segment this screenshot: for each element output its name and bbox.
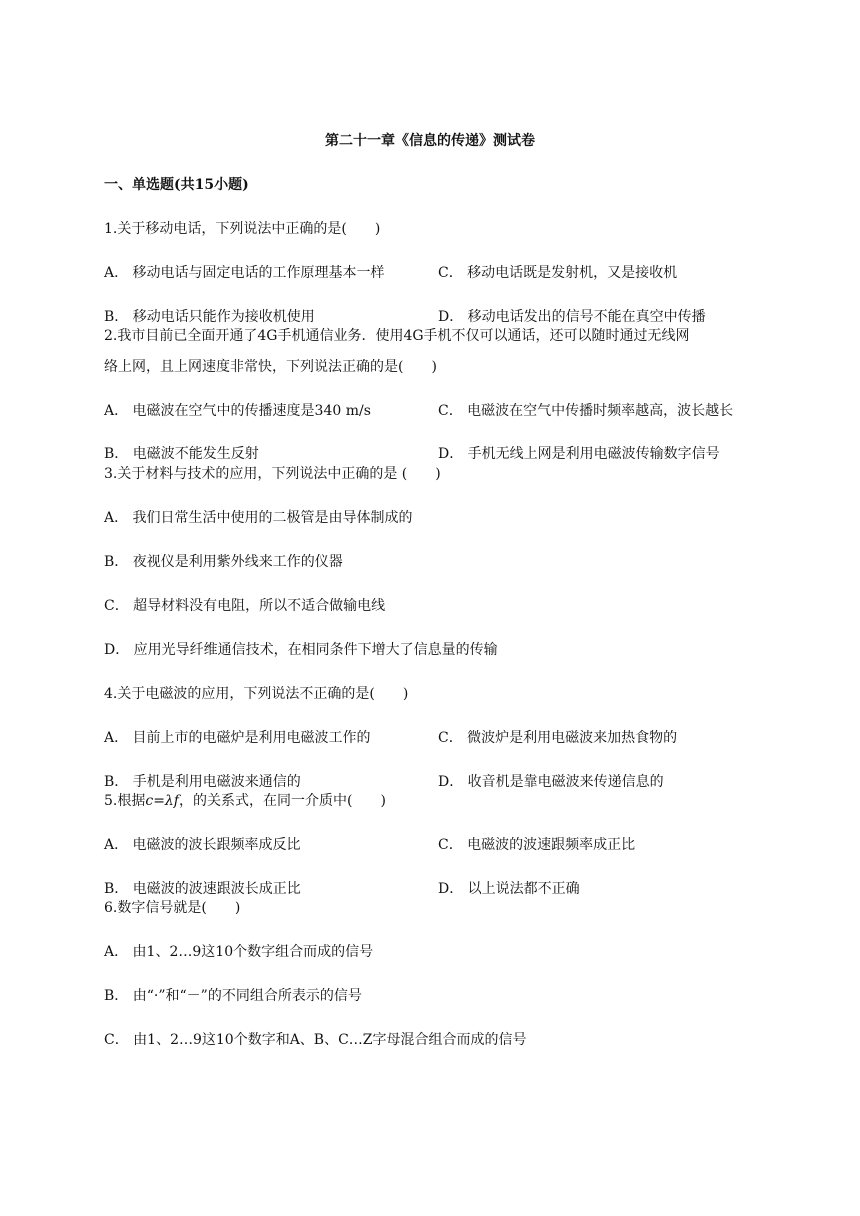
- question-2-option-a: A． 电磁波在空气中的传播速度是340 m/s: [104, 403, 371, 419]
- section-heading: 一、单选题(共15小题): [104, 177, 249, 193]
- question-5-stem: [104, 792, 386, 810]
- question-5-option-b: B． 电磁波的波速跟波长成正比: [104, 881, 301, 897]
- question-1-option-d: D． 移动电话发出的信号不能在真空中传播: [438, 309, 706, 325]
- question-1-stem: 1.关于移动电话，下列说法中正确的是( ): [104, 221, 381, 237]
- question-5-option-c: C． 电磁波的波速跟频率成正比: [438, 837, 636, 853]
- question-2-stem-cont: 络上网，且上网速度非常快，下列说法正确的是( ): [104, 359, 437, 375]
- question-2-option-d: D． 手机无线上网是利用电磁波传输数字信号: [438, 446, 720, 462]
- question-5-option-d: D． 以上说法都不正确: [438, 881, 580, 897]
- question-4-option-b: B． 手机是利用电磁波来通信的: [104, 774, 301, 790]
- question-4-option-d: D． 收音机是靠电磁波来传递信息的: [438, 774, 664, 790]
- question-3-stem: 3.关于材料与技术的应用，下列说法中正确的是 ( ): [104, 466, 441, 482]
- question-3-option-a: A． 我们日常生活中使用的二极管是由导体制成的: [104, 510, 413, 526]
- question-3-option-c: C． 超导材料没有电阻，所以不适合做输电线: [104, 598, 386, 614]
- question-2-option-b: B． 电磁波不能发生反射: [104, 446, 259, 462]
- question-1-option-c: C． 移动电话既是发射机，又是接收机: [438, 265, 678, 281]
- question-5-stem-post: ，的关系式，在同一介质中( ): [179, 793, 386, 809]
- question-5-option-a: A． 电磁波的波长跟频率成反比: [104, 837, 301, 853]
- question-1-option-b: B． 移动电话只能作为接收机使用: [104, 309, 315, 325]
- question-3-option-d: D． 应用光导纤维通信技术，在相同条件下增大了信息量的传输: [104, 642, 498, 658]
- question-6-option-a: A． 由1、2…9这10个数字组合而成的信号: [104, 944, 374, 960]
- question-6-stem: 6.数字信号就是( ): [104, 900, 241, 916]
- question-5-stem-pre: 5.根据: [104, 793, 146, 809]
- page-title: 第二十一章《信息的传递》测试卷: [325, 133, 535, 149]
- question-4-option-a: A． 目前上市的电磁炉是利用电磁波工作的: [104, 730, 371, 746]
- question-6-option-c: C． 由1、2…9这10个数字和A、B、C…Z字母混合组合而成的信号: [104, 1032, 527, 1048]
- question-2-stem: 2.我市目前已全面开通了4G手机通信业务．使用4G手机不仅可以通话，还可以随时通过无线网: [104, 328, 690, 344]
- question-3-option-b: B． 夜视仪是利用紫外线来工作的仪器: [104, 554, 343, 570]
- question-6-option-b: B． 由“·”和“－”的不同组合所表示的信号: [104, 988, 362, 1004]
- question-4-option-c: C． 微波炉是利用电磁波来加热食物的: [438, 730, 678, 746]
- question-1-option-a: A． 移动电话与固定电话的工作原理基本一样: [104, 265, 385, 281]
- question-4-stem: 4.关于电磁波的应用，下列说法不正确的是( ): [104, 686, 409, 702]
- question-2-option-c: C． 电磁波在空气中传播时频率越高，波长越长: [438, 403, 734, 419]
- question-5-formula: c=λf: [145, 793, 179, 809]
